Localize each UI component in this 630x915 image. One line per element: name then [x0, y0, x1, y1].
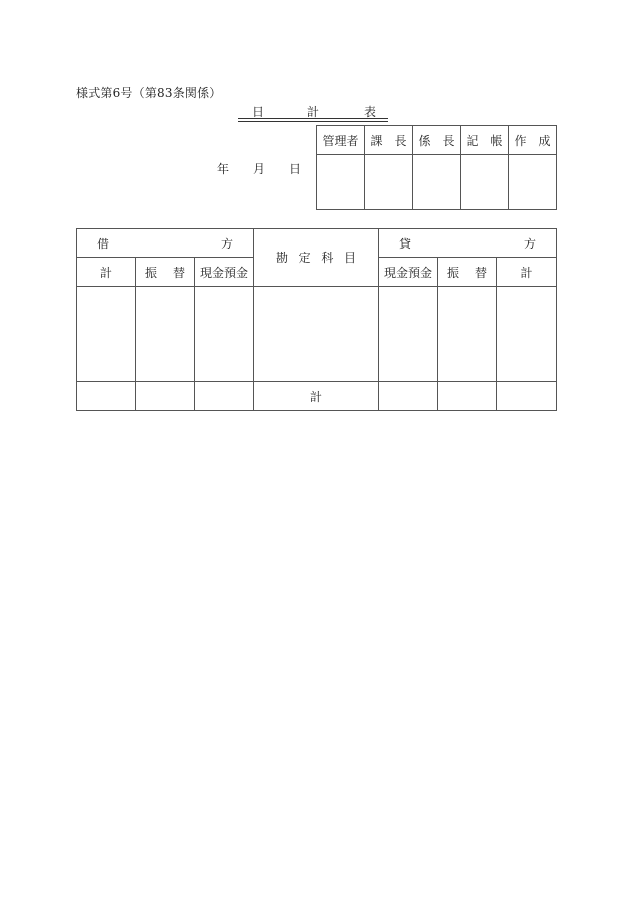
debit-cash-column-header: 現金預金: [195, 258, 254, 287]
credit-total-sum-cell[interactable]: [497, 382, 557, 411]
date-day-label: 日: [289, 162, 302, 176]
approval-header-manager: 管理者: [317, 126, 365, 155]
debit-transfer-column-header: [136, 258, 195, 287]
credit-transfer-char: 振: [447, 265, 460, 280]
credit-transfer-column-header: [438, 258, 497, 287]
approval-stamp-cell[interactable]: [365, 155, 413, 210]
approval-stamp-table: [316, 125, 557, 210]
approval-stamp-cell[interactable]: [461, 155, 509, 210]
debit-header: [77, 229, 254, 258]
credit-total-entry-cell[interactable]: [497, 287, 557, 382]
approval-header-subsection-chief: 係 長: [413, 126, 461, 155]
debit-cash-sum-cell[interactable]: [195, 382, 254, 411]
daily-total-ledger-table: [76, 228, 557, 411]
title-char-day: 日: [252, 105, 265, 119]
account-title-entry-cell[interactable]: [254, 287, 379, 382]
approval-header-bookkeeping: 記 帳: [461, 126, 509, 155]
account-title-char: 目: [343, 251, 356, 265]
approval-stamp-cell[interactable]: [509, 155, 557, 210]
debit-cash-entry-cell[interactable]: [195, 287, 254, 382]
credit-transfer-char: 替: [475, 265, 488, 280]
debit-total-entry-cell[interactable]: [77, 287, 136, 382]
debit-transfer-sum-cell[interactable]: [136, 382, 195, 411]
debit-total-column-header: 計: [77, 258, 136, 287]
title-char-total: 計: [307, 105, 320, 119]
credit-header: [379, 229, 557, 258]
form-number: 様式第6号（第83条関係）: [76, 86, 222, 100]
date-month-label: 月: [253, 162, 266, 176]
credit-header-left: 貸: [399, 236, 412, 251]
account-title-header: [254, 229, 379, 287]
credit-transfer-entry-cell[interactable]: [438, 287, 497, 382]
debit-transfer-char: 替: [172, 265, 185, 280]
credit-header-right: 方: [524, 236, 537, 251]
approval-header-prepared-by: 作 成: [509, 126, 557, 155]
account-title-char: 定: [298, 251, 311, 265]
credit-cash-column-header: 現金預金: [379, 258, 438, 287]
title-underline: [238, 118, 388, 119]
debit-transfer-char: 振: [145, 265, 158, 280]
debit-total-sum-cell[interactable]: [77, 382, 136, 411]
account-title-char: 勘: [276, 251, 289, 265]
debit-header-right: 方: [221, 236, 234, 251]
credit-cash-sum-cell[interactable]: [379, 382, 438, 411]
approval-header-section-chief: 課 長: [365, 126, 413, 155]
credit-transfer-sum-cell[interactable]: [438, 382, 497, 411]
credit-total-column-header: 計: [497, 258, 557, 287]
title-underline-double: [238, 121, 388, 122]
credit-cash-entry-cell[interactable]: [379, 287, 438, 382]
debit-transfer-entry-cell[interactable]: [136, 287, 195, 382]
grand-total-label: 計: [254, 382, 379, 411]
approval-stamp-cell[interactable]: [413, 155, 461, 210]
title-char-table: 表: [364, 105, 377, 119]
debit-header-left: 借: [97, 236, 110, 251]
date-year-label: 年: [217, 162, 230, 176]
approval-stamp-cell[interactable]: [317, 155, 365, 210]
account-title-char: 科: [321, 251, 334, 265]
